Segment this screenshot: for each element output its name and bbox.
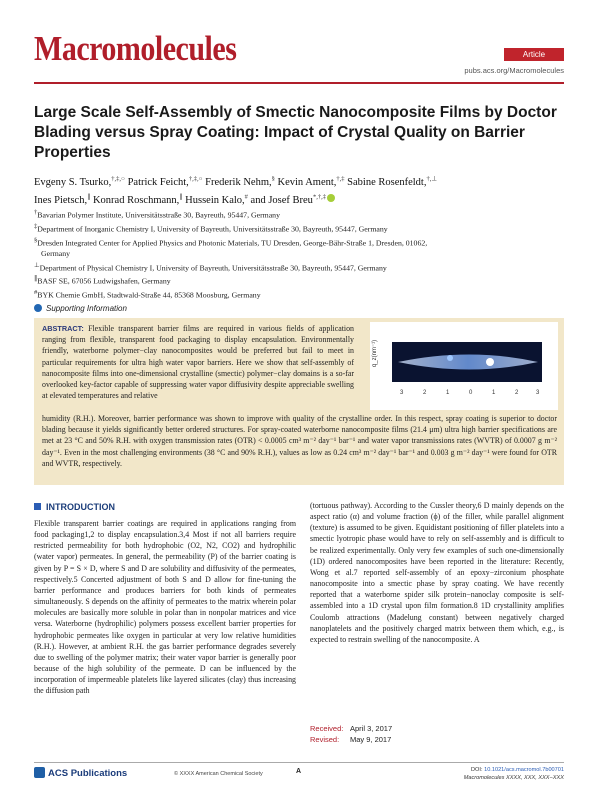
abstract-label: ABSTRACT: xyxy=(42,324,84,333)
toc-reflection xyxy=(447,355,453,361)
toc-reflection xyxy=(486,358,494,366)
body-column-right: (tortuous pathway). According to the Cussler theory,6 D mainly depends on the aspect ratio (α) and volume fraction (ϕ) of the filler, while parallel alignment (texture) is assumed to be given. Equidistant positioning of filler platelets into a smectic lyotropic phase would have to rely on self-assembly and is difficult to be realized experimentally. Only very few examples of such one-dimensionally (1D) ordered nanocomposites have been reported in the literature: Recently, Wong et al.7 reported self-assembly of an epoxy−zirconium phosphate nanocomposite into a smectic phase by spray coating. We have recently reported that a waterborne spider silk protein−nanoclay composite is self-assembled into a 1D crystal upon film formation.8 1D crystallinity amplifies Coulomb attractions (Madelung constant) between negatively charged nanoplatelets and the positively charged matrix between them which, e.g., is expected to restrain swelling of the nanocomposite. A xyxy=(310,501,564,644)
toc-tick: 1 xyxy=(446,390,450,396)
author[interactable]: Konrad Roschmann,∥ xyxy=(92,193,183,206)
toc-tick: 1 xyxy=(492,390,496,396)
page-number: A xyxy=(296,768,302,775)
copyright-notice: © XXXX American Chemical Society xyxy=(174,771,263,777)
citation: Macromolecules XXXX, XXX, XXX−XXX xyxy=(463,775,564,781)
affiliation: ∥BASF SE, 67056 Ludwigshafen, Germany xyxy=(34,275,171,286)
revised-date: Revised: May 9, 2017 xyxy=(310,735,392,744)
author[interactable]: Evgeny S. Tsurko,†,‡,○ xyxy=(34,175,125,188)
supporting-info-link[interactable]: Supporting Information xyxy=(34,304,127,313)
header-divider xyxy=(34,82,564,84)
author[interactable]: Sabine Rosenfeldt,†,⊥ xyxy=(347,175,438,188)
author[interactable]: Patrick Feicht,†,‡,○ xyxy=(127,175,203,188)
section-heading-introduction: INTRODUCTION xyxy=(34,502,294,512)
toc-tick: 3 xyxy=(400,390,404,396)
author[interactable]: Ines Pietsch,∥ xyxy=(34,193,91,206)
author[interactable]: and Josef Breu*,†,‡ xyxy=(251,195,335,206)
doi-link[interactable]: 10.1021/acs.macromol.7b00701 xyxy=(484,767,564,773)
section-marker-icon xyxy=(34,503,41,510)
affiliations xyxy=(34,207,554,301)
author[interactable]: Hussein Kalo,# xyxy=(185,193,248,206)
journal-url[interactable]: pubs.acs.org/Macromolecules xyxy=(464,66,564,75)
affiliation: #BYK Chemie GmbH, Stadtwald-Straße 44, 85368 Moosburg, Germany xyxy=(34,289,261,300)
acs-publications-logo[interactable]: ACS Publications xyxy=(34,767,127,779)
received-date: Received: April 3, 2017 xyxy=(310,724,393,733)
toc-tick: 0 xyxy=(469,390,473,396)
acs-logo-icon xyxy=(34,767,45,778)
toc-tick: 2 xyxy=(515,390,519,396)
abstract-text-part1: ABSTRACT: Flexible transparent barrier films are required in various fields of application ranging from flexible, transparent food packaging to display encapsulation. Environmentally friendly, waterborne polymer−clay nanocomposites would be preferred but fail to meet in particular requirements for ultra high water vapor barriers. Here we show that self-assembly of nanocomposite films into one-dimensional crystalline (smectic) polymer−clay domains is a so-far overlooked key-factor capable of suppressing water vapor diffusivity despite appreciable swelling at elevated temperatures and relative xyxy=(42,324,354,401)
affiliation-continued: Germany xyxy=(41,249,71,259)
journal-title: Macromolecules xyxy=(34,30,237,68)
footer-divider xyxy=(34,762,564,763)
toc-axis-label: q_z(nm⁻¹) xyxy=(372,339,378,367)
author-list xyxy=(34,171,564,208)
affiliation: §Dresden Integrated Center for Applied Physics and Photonic Materials, TU Dresden, George-Bähr-Straße 1, Dresden, 01062, xyxy=(34,236,428,248)
author[interactable]: Kevin Ament,†,‡ xyxy=(277,175,345,188)
author[interactable]: Frederik Nehm,§ xyxy=(205,175,275,188)
affiliation: ⊥Department of Physical Chemistry I, University of Bayreuth, Universitätsstraße 30, Bayreuth, 95447, Germany xyxy=(34,261,387,273)
article-type-badge: Article xyxy=(504,48,564,61)
body-column-left: Flexible transparent barrier coatings are required in applications ranging from food packaging1,2 to display encapsulation.3,4 Most if not all barriers require restricted permeability for both hydrophobic (O2, N2, CO2) and hydrophilic (water vapor) permeates. In general, the permeability (P) of the barrier coating is given by P = S × D, where S and D are solubility and diffusivity of the permeates, respectively.5 Concerted adjustment of both S and D allow for fine-tuning the barrier performance and produces barriers for both kinds of permeates simultaneously. S depends on the affinity of permeates to the matrix wherein polar molecules are basically more soluble in polar than in nonpolar matrices and vice versa. Waterborne (hydrophilic) polymers possess excellent barrier properties for hydrophobic permeates like oxygen in particular at very low relative humidities (R.H.). However, at ambient R.H. the gas barrier performance degrades severely due to swelling of the polymer matrix; their water vapor barrier is generally poor because of the high solubility of the permeate. D can be influenced by the incorporation of impermeable platelets like layered silicates (clay) thus increasing the diffusion path xyxy=(34,519,296,696)
doi-block: DOI: 10.1021/acs.macromol.7b00701 Macromolecules XXXX, XXX, XXX−XXX xyxy=(463,767,564,781)
orcid-icon[interactable] xyxy=(327,194,335,202)
article-title: Large Scale Self-Assembly of Smectic Nanocomposite Films by Doctor Blading versus Spray Coating: Impact of Crystal Quality on Barrier Properties xyxy=(34,104,557,161)
article-dates xyxy=(310,723,392,745)
supporting-info-icon xyxy=(34,304,42,312)
toc-graphic xyxy=(370,322,558,410)
abstract-text-part2: humidity (R.H.). Moreover, barrier performance was shown to improve with quality of the crystalline order. In this respect, spray coating is superior to doctor blading because it yields significantly better ordered structures. For spray-coated waterborne nanocomposite films (21.4 μm) ultra high barrier specifications are met at 23 °C and 50% R.H. with oxygen transmission rates (OTR) < 0.0005 cm³ m⁻² day⁻¹ bar⁻¹ and water vapor transmissions rates (WVTR) of 0.0007 g m⁻² day⁻¹. Even in the most challenging environments (38 °C and 90% R.H.), values as low as 0.24 cm³ m⁻² day⁻¹ bar⁻¹ and 0.003 g m⁻² day⁻¹ were found for OTR and WVTR, respectively. xyxy=(42,414,557,468)
toc-tick: 3 xyxy=(536,390,540,396)
affiliation: ‡Department of Inorganic Chemistry I, University of Bayreuth, Universitätsstraße 30, Bayreuth, 95447, Germany xyxy=(34,222,388,234)
affiliation: †Bavarian Polymer Institute, Universitätsstraße 30, Bayreuth, 95447, Germany xyxy=(34,209,280,220)
toc-tick: 2 xyxy=(423,390,427,396)
